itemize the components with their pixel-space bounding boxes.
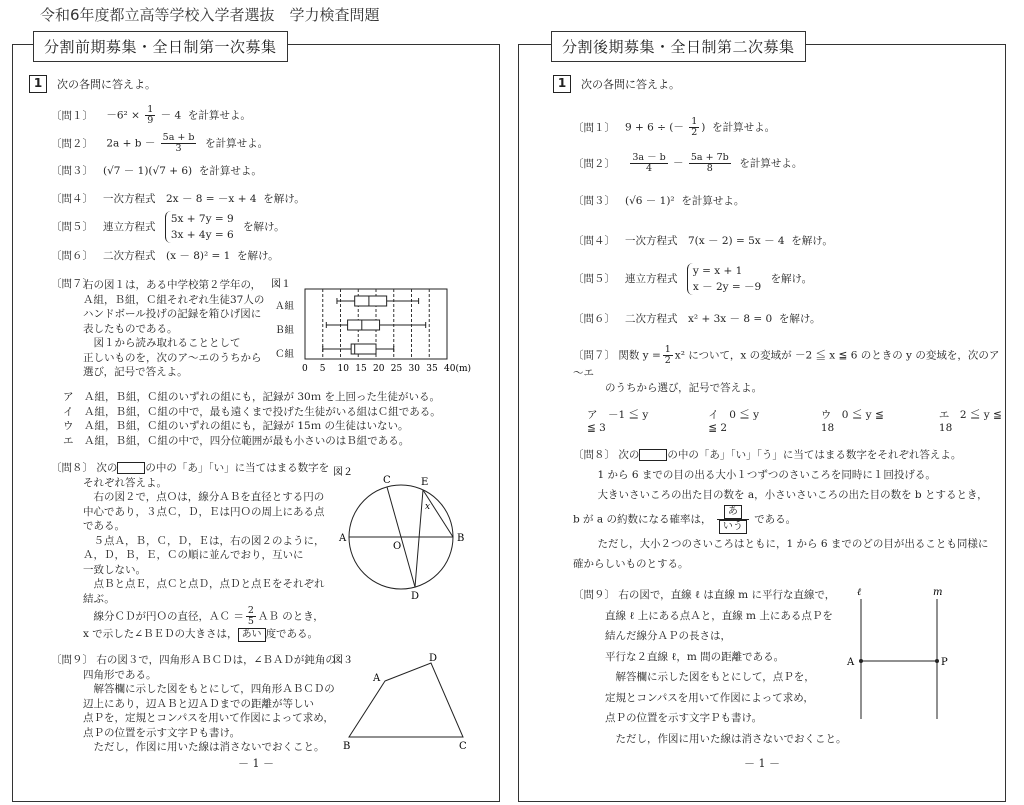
svg-text:D: D [429, 653, 438, 664]
option: ウ Ａ組，Ｂ組，Ｃ組のいずれの組にも，記録が 15ｍ の生徒はいない。 [63, 420, 409, 432]
left-q8-text: 〔問８〕 次の の中の「あ」「い」に当てはまる数字を それぞれ答えよ。 右の図２で，点Ｏは，線分ＡＢを直径とする円の 中心であり，３点Ｃ，Ｄ，Ｅは円Ｏの周上にある点 である。 ５点Ａ，Ｂ，Ｃ，Ｄ，Ｅは，右の図２のように， Ａ，Ｄ，Ｂ，Ｅ，Ｃの順に並んでおり，互いに 一致しない。 点Ｂと点Ｅ，点Ｃと点Ｄ，点Ｄと点Ｅをそれぞれ 結ぶ。 線分ＣＤが円Ｏの直径，ＡＣ ＝ $\frac{2}{5}$ ＡＢ のとき， x で示した∠ＢＥＤの大きさは， あい 度である。 [51, 462, 330, 640]
left-q6: 〔問６〕 二次方程式 (x － 8)² = 1 を解け。 [51, 250, 279, 262]
right-section-header [553, 75, 680, 93]
svg-text:A: A [373, 673, 381, 684]
parallel-lines-figure [839, 585, 959, 725]
right-q5: 〔問５〕 連立方程式 y = x + 1 x － 2y = －9 を解け。 [573, 265, 813, 293]
svg-text:x: x [425, 502, 431, 512]
section-instruction: 次の各問に答えよ。 [57, 78, 156, 91]
tick-label: 10 [337, 364, 349, 374]
circle-figure [331, 463, 481, 603]
left-section-header [29, 75, 156, 93]
box-plot-mark [355, 296, 387, 306]
row-label: Ｃ組 [275, 349, 295, 360]
tick-label: 25 [390, 364, 403, 374]
answer-blank [639, 449, 667, 461]
tick-label: 40(m) [444, 364, 471, 374]
svg-text:ℓ: ℓ [857, 587, 862, 598]
fraction: $\frac{5a + b}{3}$ [162, 132, 195, 154]
svg-text:A: A [339, 533, 347, 544]
left-q9-text: 〔問９〕 右の図３で，四角形ＡＢＣＤは，∠ＢＡＤが鈍角の 四角形である。 解答欄に示した図をもとにして，四角形ＡＢＣＤの 辺上にあり，辺ＡＢと辺ＡＤまでの距離が等しい 点Ｐを，定規とコンパスを用いて作図によって求め， 点Ｐの位置を示す文字Ｐも書け。 ただし，作図に用いた線は消さないでおくこと。 [51, 654, 336, 753]
svg-text:図３: 図３ [333, 655, 353, 666]
section-number: 1 [29, 75, 47, 93]
figure-label: 図１ [271, 279, 291, 290]
option: イ Ａ組，Ｂ組，Ｃ組の中で，最も遠くまで投げた生徒がいる組はＣ組である。 [63, 405, 441, 418]
section-number: 1 [553, 75, 571, 93]
tick-label: 15 [355, 364, 367, 374]
svg-text:O: O [393, 541, 402, 552]
option: ア Ａ組，Ｂ組，Ｃ組のいずれの組にも，記録が 30ｍ を上回った生徒がいる。 [63, 391, 441, 403]
right-q4: 〔問４〕 一次方程式 7(x － 2) = 5x － 4 を解け。 [573, 235, 833, 247]
tick-label: 35 [426, 364, 438, 374]
page-number: － 1 － [744, 757, 780, 770]
left-q7-options [63, 390, 441, 448]
tick-label: 0 [302, 364, 308, 374]
page-number: － 1 － [238, 757, 274, 770]
right-q7-options [587, 407, 1005, 434]
option: ア －1 ≦ y ≦ 3 [587, 409, 649, 434]
right-q3: 〔問３〕 (√6 － 1)² を計算せよ。 [573, 195, 745, 207]
page-header: 令和6年度都立高等学校入学者選抜 学力検査問題 [40, 6, 380, 24]
section-instruction: 次の各問に答えよ。 [581, 78, 680, 91]
tick-label: 20 [373, 364, 385, 374]
left-q2: 〔問２〕 2a + b － $\frac{5a + b}{3}$ を計算せよ。 [51, 132, 269, 154]
row-label: Ｂ組 [275, 325, 295, 336]
left-panel [12, 38, 500, 802]
svg-text:D: D [411, 591, 420, 602]
box-plot-figure [271, 275, 471, 385]
row-label: Ａ組 [275, 301, 295, 312]
right-q8: 〔問８〕 次の の中の「あ」「い」「う」に当てはまる数字をそれぞれ答えよ。 1 から 6 までの目の出る大小１つずつのさいころを同時に１回投げる。 大きいさいころの出た目の数を a，小さいさいころの出た目の数を b とするとき， b が a の約数になる確率は， $\frac{\text{あ}}{\text{いう}}$ である。 ただし，大小２つのさいころはともに，1 から 6 までのどの目が出ることも同様に 確からしいものとする。 [573, 449, 989, 570]
right-q7: 〔問７〕 関数 y = $\frac{1}{2}$ x² について，x の変域が －2 ≦ x ≦ 6 のときの y の変域を，次のア～エ のうちから選び，記号で答えよ。 [573, 344, 1000, 394]
right-panel [518, 38, 1006, 802]
svg-text:B: B [343, 741, 351, 751]
answer-box: あい [238, 628, 266, 642]
answer-blank [117, 462, 145, 474]
right-panel-title: 分割後期募集・全日制第二次募集 [551, 31, 806, 62]
svg-text:P: P [941, 657, 948, 668]
svg-text:C: C [383, 475, 391, 486]
fraction: $\frac{1}{9}$ [147, 104, 154, 126]
left-q3: 〔問３〕 (√7 － 1)(√7 + 6) を計算せよ。 [51, 165, 262, 177]
svg-text:B: B [457, 533, 465, 544]
right-q1: 〔問１〕 9 + 6 ÷ (－ $\frac{1}{2}$ ) を計算せよ。 [573, 116, 776, 138]
tick-label: 30 [408, 364, 420, 374]
left-q5: 〔問５〕 連立方程式 5x + 7y = 9 3x + 4y = 6 を解け。 [51, 213, 285, 241]
left-q7-text: 右の図１は，ある中学校第２学年の， Ａ組，Ｂ組，Ｃ組それぞれ生徒37人の ハンドボール投げの記録を箱ひげ図に 表したものである。 図１から読み取れることとして 正しいものを，次のア～エのうちから 選び，記号で答えよ。 [83, 279, 265, 378]
svg-text:C: C [459, 741, 467, 751]
quadrilateral-figure [331, 651, 481, 751]
svg-text:m: m [933, 587, 943, 598]
left-q7-label: 〔問７〕 [51, 278, 93, 290]
box-plot-mark [348, 320, 380, 330]
option: ウ 0 ≦ y ≦ 18 [820, 409, 884, 434]
left-q1: 〔問１〕 －6² × $\frac{1}{9}$ － 4 を計算せよ。 [51, 104, 251, 126]
left-panel-title: 分割前期募集・全日制第一次募集 [33, 31, 288, 62]
option: エ Ａ組，Ｂ組，Ｃ組の中で，四分位範囲が最も小さいのはＢ組である。 [63, 434, 410, 447]
equation-system: 5x + 7y = 9 3x + 4y = 6 [165, 211, 234, 243]
option: イ 0 ≦ y ≦ 2 [708, 409, 760, 434]
right-q9: 〔問９〕 右の図で，直線 ℓ は直線 m に平行な直線で， 直線 ℓ 上にある点Ａと，直線 m 上にある点Ｐを 結んだ線分ＡＰの長さは， 平行な２直線 ℓ，m 間の距離である。 解答欄に示した図をもとにして，点Ｐを， 定規とコンパスを用いて作図によって求め， 点Ｐの位置を示す文字Ｐも書け。 ただし，作図に用いた線は消さないでおくこと。 [573, 589, 847, 745]
left-q4: 〔問４〕 一次方程式 2x － 8 = －x + 4 を解け。 [51, 193, 305, 205]
right-q2: 〔問２〕 $\frac{3a - b}{4}$ － $\frac{5a + 7b}{8}$ を計算せよ。 [573, 152, 803, 174]
option: エ 2 ≦ y ≦ 18 [938, 409, 1002, 434]
tick-label: 5 [319, 364, 326, 374]
right-q6: 〔問６〕 二次方程式 x² + 3x － 8 = 0 を解け。 [573, 313, 821, 325]
svg-text:A: A [847, 657, 855, 668]
svg-text:E: E [421, 477, 429, 488]
svg-text:図２: 図２ [333, 467, 353, 478]
